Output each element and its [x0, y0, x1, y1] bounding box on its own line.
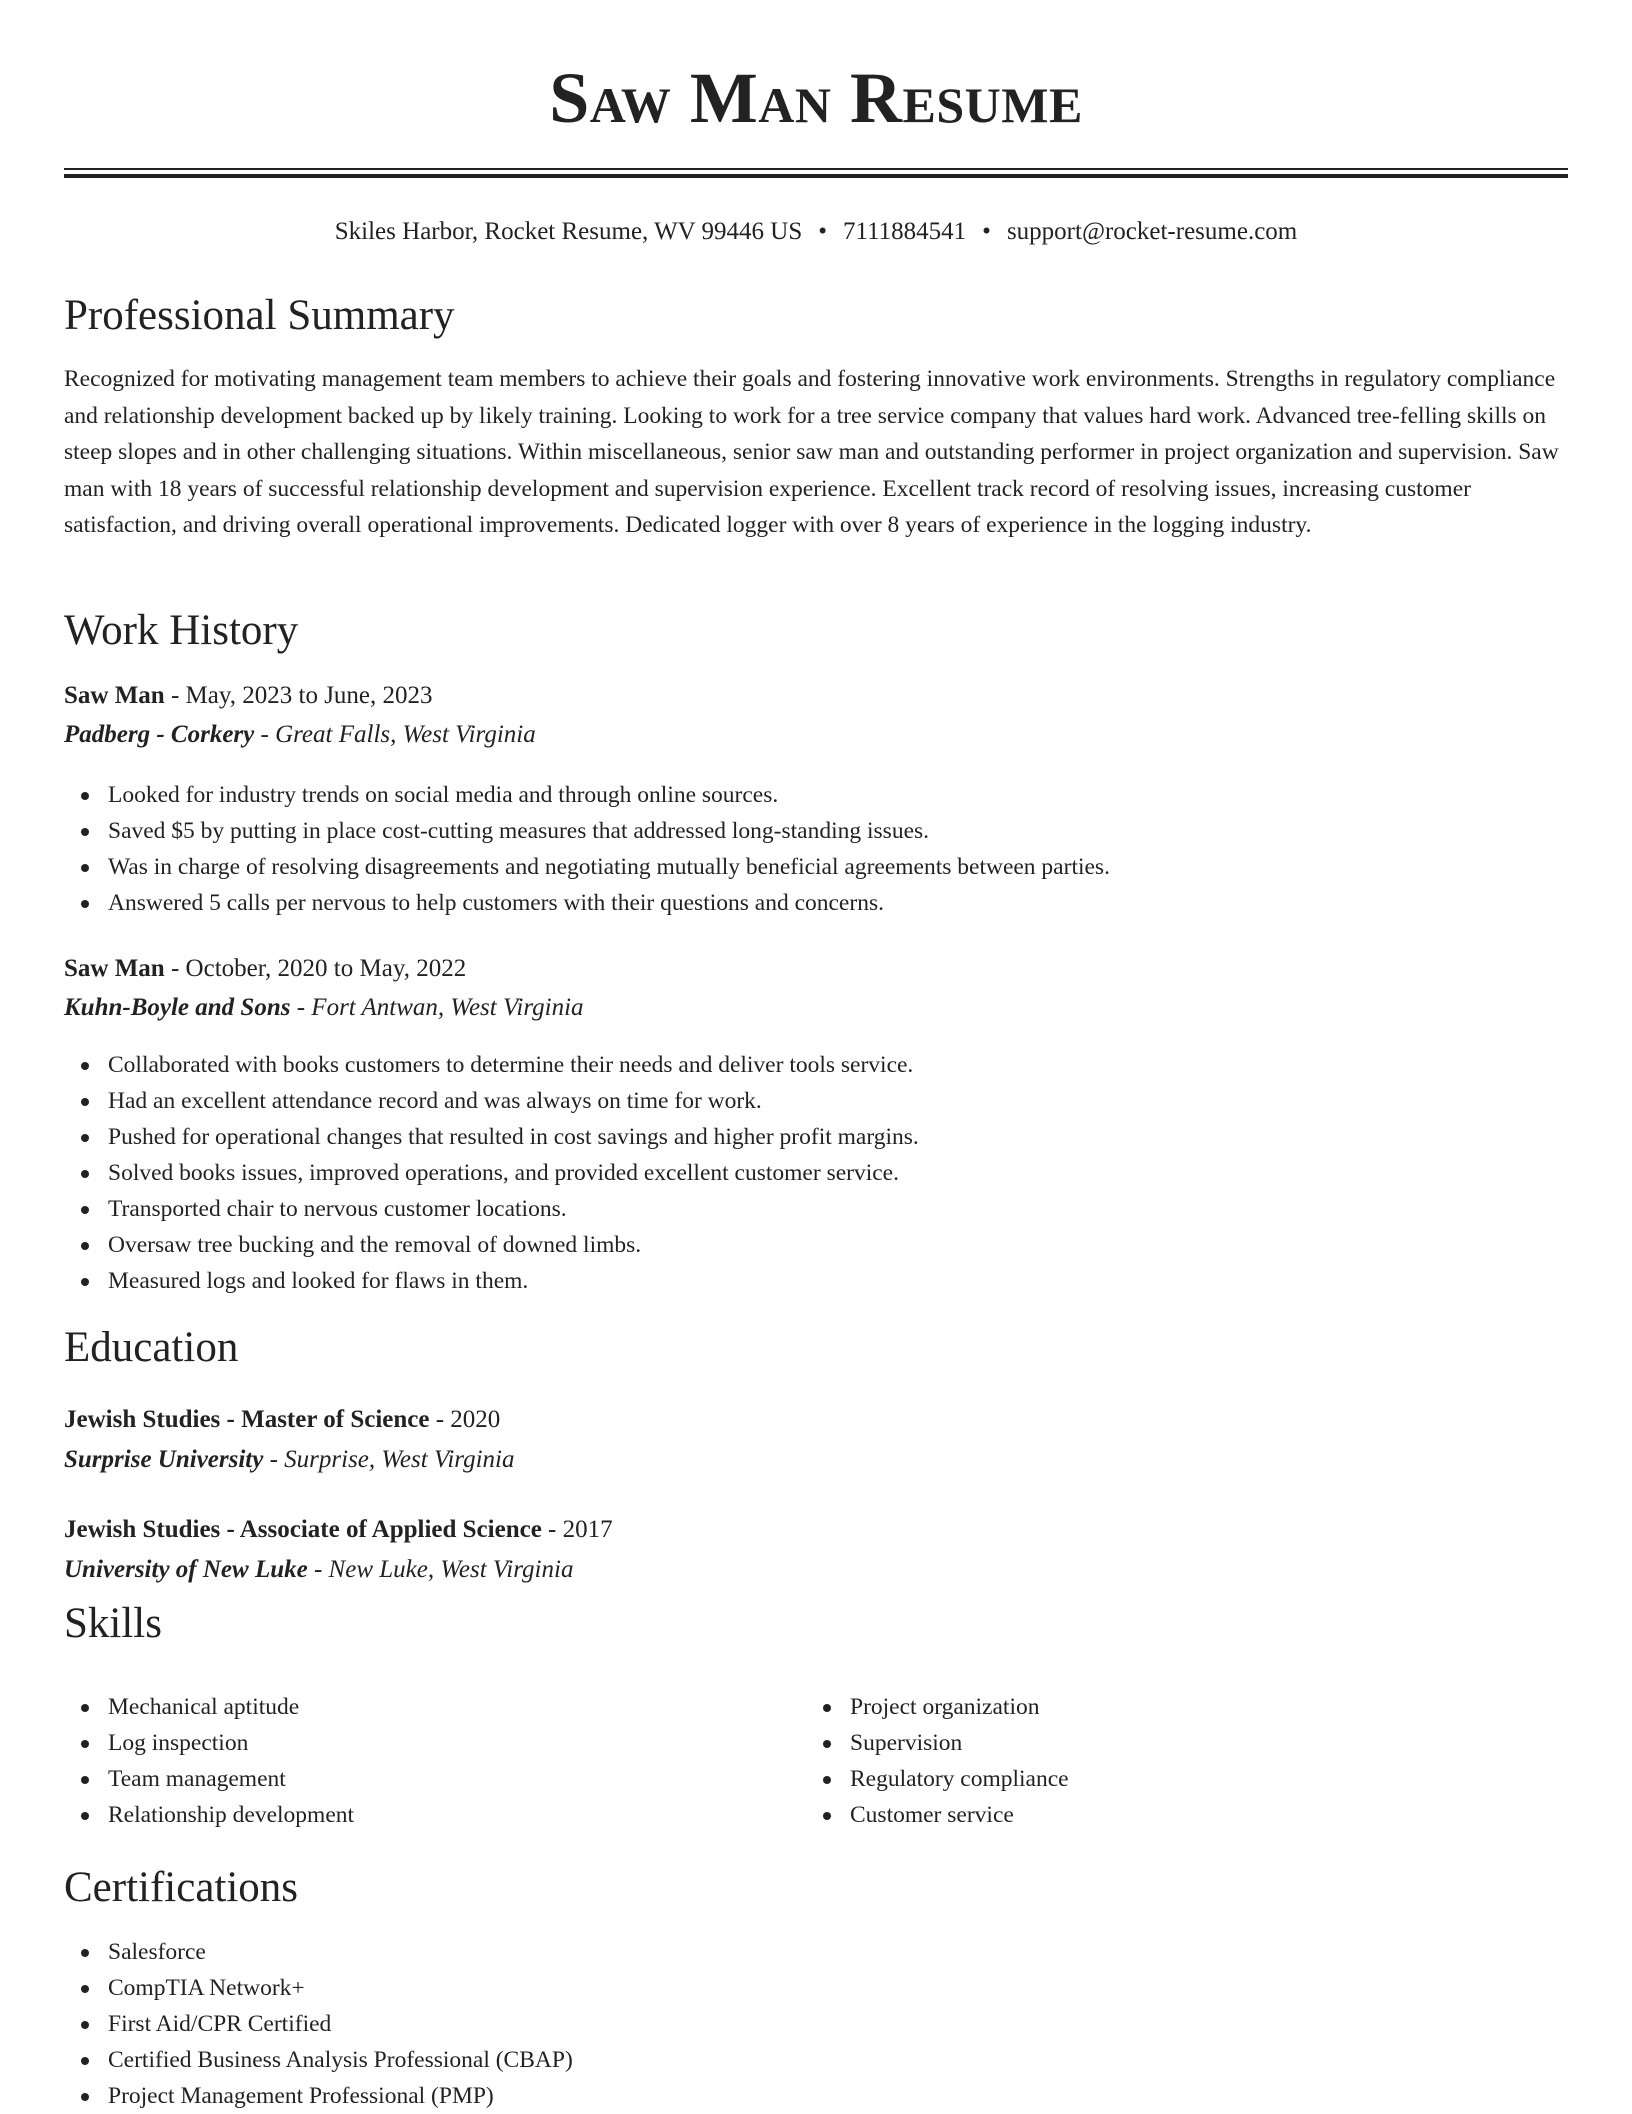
certifications-list	[64, 1934, 573, 2114]
contact-address: Skiles Harbor, Rocket Resume, WV 99446 US	[334, 218, 803, 245]
job-company-line	[64, 989, 584, 1027]
job-duties-list	[64, 777, 1110, 921]
list-item: Was in charge of resolving disagreements and negotiating mutually beneficial agreements between parties.	[64, 849, 1110, 885]
job-dates: - May, 2023 to June, 2023	[164, 682, 433, 709]
list-item: Had an excellent attendance record and was always on time for work.	[64, 1083, 919, 1119]
school-name: Surprise University	[64, 1446, 264, 1473]
list-item: Looked for industry trends on social media and through online sources.	[64, 777, 1110, 813]
skills-heading: Skills	[64, 1600, 162, 1647]
list-item: Certified Business Analysis Professional (CBAP)	[64, 2042, 573, 2078]
list-item: Customer service	[806, 1797, 1069, 1833]
degree-year: - 2020	[429, 1406, 501, 1433]
list-item: Oversaw tree bucking and the removal of downed limbs.	[64, 1227, 919, 1263]
school-location: - New Luke, West Virginia	[307, 1556, 574, 1583]
degree: Jewish Studies - Master of Science	[64, 1406, 430, 1433]
list-item: Solved books issues, improved operations, and provided excellent customer service.	[64, 1155, 919, 1191]
job-company: Padberg - Corkery	[64, 721, 255, 748]
school-line	[64, 1551, 573, 1589]
job-duties-list	[64, 1047, 919, 1299]
list-item: Mechanical aptitude	[64, 1689, 354, 1725]
list-item: Relationship development	[64, 1797, 354, 1833]
contact-line	[0, 214, 1632, 250]
job-location: - Great Falls, West Virginia	[254, 721, 536, 748]
skills-list-right	[806, 1689, 1069, 1833]
contact-separator: •	[818, 218, 828, 245]
job-title-line	[64, 677, 433, 715]
list-item: CompTIA Network+	[64, 1970, 573, 2006]
degree-line	[64, 1511, 613, 1549]
list-item: Supervision	[806, 1725, 1069, 1761]
list-item: Project organization	[806, 1689, 1069, 1725]
contact-separator: •	[982, 218, 991, 245]
degree-year: - 2017	[541, 1516, 613, 1543]
skills-list-left	[64, 1689, 354, 1833]
job-dates: - October, 2020 to May, 2022	[164, 955, 467, 982]
list-item: Salesforce	[64, 1934, 573, 1970]
list-item: First Aid/CPR Certified	[64, 2006, 573, 2042]
job-role: Saw Man	[64, 955, 165, 982]
job-company: Kuhn-Boyle and Sons	[64, 994, 291, 1021]
list-item: Measured logs and looked for flaws in them.	[64, 1263, 919, 1299]
education-heading: Education	[64, 1324, 239, 1371]
school-location: - Surprise, West Virginia	[263, 1446, 515, 1473]
list-item: Team management	[64, 1761, 354, 1797]
job-company-line	[64, 716, 536, 754]
work-history-heading: Work History	[64, 607, 299, 654]
certifications-heading: Certifications	[64, 1864, 299, 1911]
list-item: Transported chair to nervous customer locations.	[64, 1191, 919, 1227]
list-item: Answered 5 calls per nervous to help customers with their questions and concerns.	[64, 885, 1110, 921]
school-line	[64, 1441, 515, 1479]
list-item: Project Management Professional (PMP)	[64, 2078, 573, 2114]
job-role: Saw Man	[64, 682, 165, 709]
list-item: Log inspection	[64, 1725, 354, 1761]
degree-line	[64, 1401, 500, 1439]
summary-text: Recognized for motivating management team members to achieve their goals and fostering innovative work environments. Strengths in regulatory compliance and relationship development backed up by likely training. Looking to work for a tree service company that values hard work. Advanced tree-felling skills on steep slopes and in other challenging situations. Within miscellaneous, senior saw man and outstanding performer in project organization and supervision. Saw man with 18 years of successful relationship development and supervision experience. Excellent track record of resolving issues, increasing customer satisfaction, and driving overall operational improvements. Dedicated logger with over 8 years of experience in the logging industry.	[64, 366, 1559, 538]
list-item: Saved $5 by putting in place cost-cutting measures that addressed long-standing issues.	[64, 813, 1110, 849]
job-location: - Fort Antwan, West Virginia	[290, 994, 584, 1021]
job-title-line	[64, 950, 466, 988]
summary-heading: Professional Summary	[64, 292, 455, 339]
contact-phone: 7111884541	[843, 218, 967, 245]
contact-email: support@rocket-resume.com	[1006, 218, 1298, 245]
list-item: Collaborated with books customers to determine their needs and deliver tools service.	[64, 1047, 919, 1083]
header-divider-thick	[64, 174, 1568, 178]
list-item: Pushed for operational changes that resulted in cost savings and higher profit margins.	[64, 1119, 919, 1155]
resume-title: Saw Man Resume	[549, 58, 1083, 138]
degree: Jewish Studies - Associate of Applied Science	[64, 1516, 542, 1543]
school-name: University of New Luke	[64, 1556, 308, 1583]
list-item: Regulatory compliance	[806, 1761, 1069, 1797]
header-divider-thin	[64, 168, 1568, 170]
